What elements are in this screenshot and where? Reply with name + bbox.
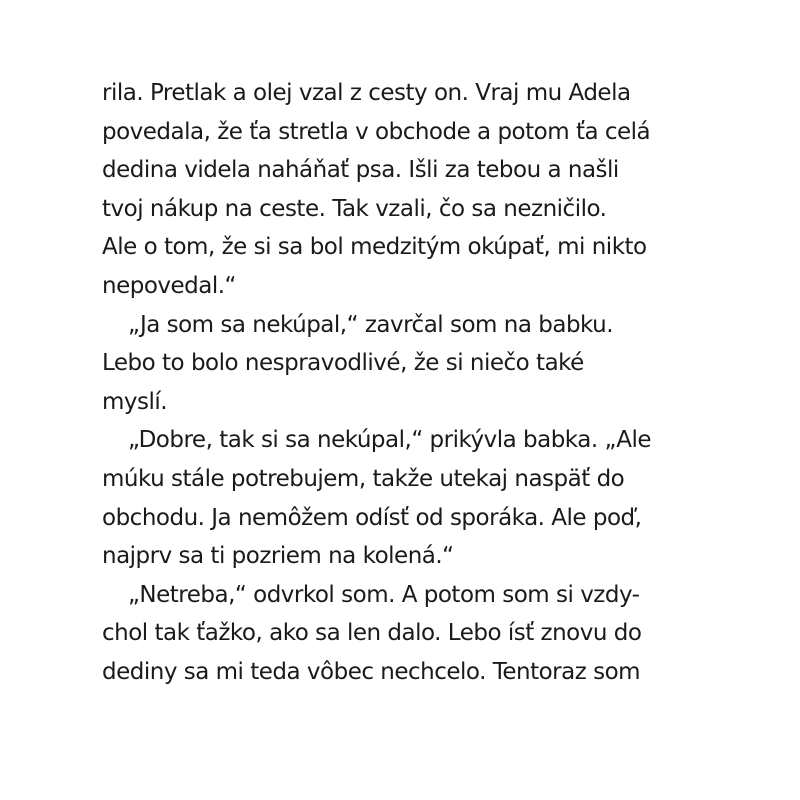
text-line: najprv sa ti pozriem na kolená.“ — [102, 543, 454, 570]
text-line: rila. Pretlak a olej vzal z cesty on. Vraj mu Adela — [102, 80, 631, 106]
text-line: „Ja som sa nekúpal,“ zavrčal som na babku. — [128, 311, 614, 338]
text-line: myslí. — [102, 388, 168, 415]
body-text — [102, 74, 702, 692]
text-line: Lebo to bolo nespravodlivé, že si niečo také — [102, 350, 584, 377]
text-line: Ale o tom, že si sa bol medzitým okúpať, mi nikto — [102, 234, 647, 261]
text-line: „Dobre, tak si sa nekúpal,“ prikývla babka. „Ale — [128, 427, 652, 454]
text-line: obchodu. Ja nemôžem odísť od sporáka. Ale poď, — [102, 504, 642, 531]
text-line: „Netreba,“ odvrkol som. A potom som si vzdy- — [128, 581, 640, 608]
text-line: dedina videla naháňať psa. Išli za tebou a našli — [102, 157, 619, 184]
text-line: múku stále potrebujem, takže utekaj naspäť do — [102, 465, 625, 492]
text-line: tvoj nákup na ceste. Tak vzali, čo sa nezničilo. — [102, 195, 607, 222]
text-line: nepovedal.“ — [102, 272, 236, 299]
text-line: dediny sa mi teda vôbec nechcelo. Tentoraz som — [102, 658, 641, 685]
text-line: povedala, že ťa stretla v obchode a potom ťa celá — [102, 118, 651, 145]
text-line: chol tak ťažko, ako sa len dalo. Lebo ísť znovu do — [102, 620, 642, 647]
